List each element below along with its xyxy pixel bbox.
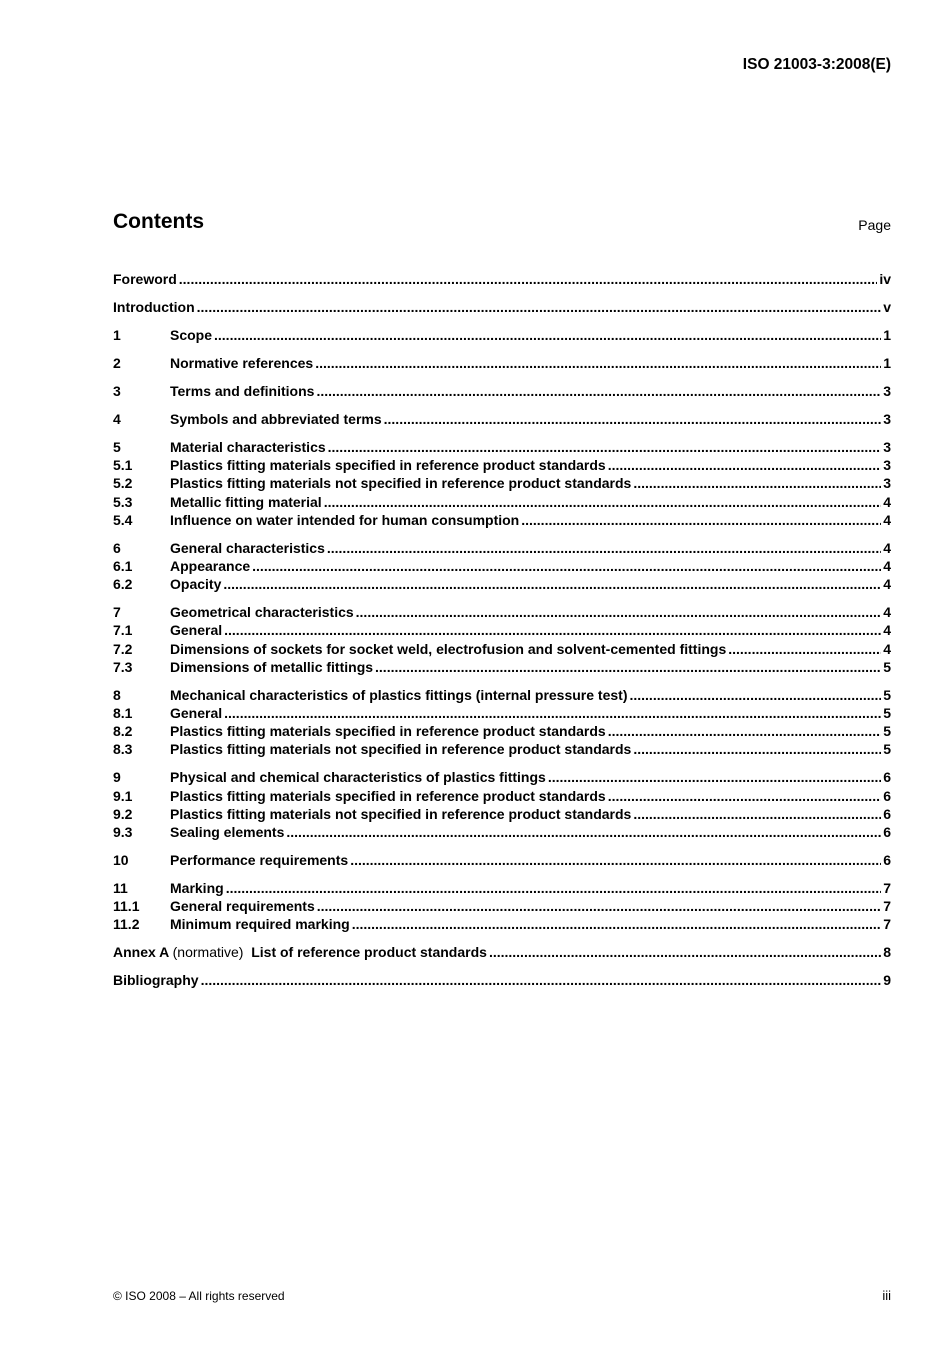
- toc-entry-title: [170, 456, 606, 474]
- dot-leader: [375, 658, 881, 676]
- toc-entry-title: [170, 621, 222, 639]
- dot-leader: [350, 851, 881, 869]
- dot-leader: [226, 879, 882, 897]
- toc-group: [113, 382, 891, 400]
- dot-leader: [608, 787, 882, 805]
- toc-entry-number: 5.3: [113, 493, 133, 510]
- toc-entry-title: [170, 658, 373, 676]
- toc-entry-page: 4: [883, 622, 891, 639]
- dot-leader: [328, 438, 882, 456]
- toc-entry-title-text: Plastics fitting materials not specified in reference product standards: [170, 475, 632, 492]
- toc-entry-title-text: Sealing elements: [170, 824, 285, 841]
- toc-entry-number: 4: [113, 411, 121, 427]
- toc-entry-title-text: General: [170, 622, 223, 639]
- toc-entry-title: [170, 686, 627, 704]
- toc-entry-page: iv: [879, 271, 891, 287]
- toc-entry-page: 5: [883, 741, 891, 758]
- toc-entry-title-text: Marking: [170, 880, 224, 897]
- toc-entry[interactable]: [113, 382, 891, 400]
- toc-entry-number: 7: [113, 604, 121, 621]
- toc-entry-page: 3: [883, 383, 891, 399]
- toc-entry[interactable]: [113, 851, 891, 869]
- toc-entry-page: 7: [883, 880, 891, 897]
- toc-entry[interactable]: [113, 270, 891, 288]
- toc-entry[interactable]: [113, 915, 891, 933]
- toc-entry-number: 3: [113, 383, 121, 399]
- toc-entry-page: 1: [883, 327, 891, 343]
- toc-entry-page: 3: [883, 411, 891, 427]
- toc-entry-title: [113, 298, 195, 316]
- dot-leader: [197, 298, 882, 316]
- toc-entry-number: 11.2: [113, 916, 140, 933]
- toc-entry[interactable]: [113, 897, 891, 915]
- page-number: iii: [882, 1288, 891, 1303]
- toc-entry-title-text: Introduction: [113, 299, 195, 315]
- toc-entry-title-text: Dimensions of metallic fittings: [170, 658, 374, 675]
- toc-entry-number: 8.1: [113, 705, 133, 722]
- toc-group: [113, 410, 891, 428]
- toc-entry-page: 4: [883, 539, 891, 556]
- toc-entry-title-text: Opacity: [170, 576, 222, 593]
- toc-group: [113, 879, 891, 934]
- toc-entry-number: 9.3: [113, 824, 133, 841]
- toc-group: [113, 603, 891, 676]
- toc-entry[interactable]: [113, 493, 891, 511]
- toc-entry-title-text: General: [170, 705, 223, 722]
- toc-entry-title-text: Scope: [170, 327, 213, 343]
- toc-entry-page: 7: [883, 916, 891, 933]
- toc-entry-title: [170, 768, 546, 786]
- toc-entry-qualifier: (normative): [172, 944, 244, 961]
- toc-entry[interactable]: [113, 640, 891, 658]
- toc-entry-title-text: Appearance: [170, 558, 251, 575]
- dot-leader: [179, 270, 878, 288]
- toc-group: [113, 326, 891, 344]
- toc-entry-page: 4: [883, 604, 891, 621]
- toc-entry[interactable]: [113, 410, 891, 428]
- toc-entry[interactable]: [113, 557, 891, 575]
- toc-entry-title-text: Plastics fitting materials specified in reference product standards: [170, 457, 606, 474]
- toc-entry-page: 7: [883, 898, 891, 915]
- toc-entry-title: [170, 915, 350, 933]
- dot-leader: [356, 603, 882, 621]
- toc-entry-title: [170, 438, 326, 456]
- toc-entry-title-text: Dimensions of sockets for socket weld, electrofusion and solvent-cemented fittings: [170, 640, 727, 657]
- toc-entry-title: [170, 787, 606, 805]
- toc-entry-title: [113, 943, 487, 961]
- toc-entry[interactable]: [113, 704, 891, 722]
- toc-entry-title: [170, 805, 631, 823]
- toc-entry[interactable]: [113, 474, 891, 492]
- toc-group: [113, 768, 891, 841]
- toc-entry-page: 1: [883, 355, 891, 371]
- toc-entry-number: 6.2: [113, 576, 133, 593]
- toc-group: [113, 971, 891, 989]
- toc-entry[interactable]: [113, 722, 891, 740]
- toc-entry[interactable]: [113, 787, 891, 805]
- toc-group: [113, 438, 891, 529]
- toc-group: [113, 270, 891, 288]
- dot-leader: [489, 943, 881, 961]
- toc-entry-title: [170, 382, 314, 400]
- copyright-notice: © ISO 2008 – All rights reserved: [113, 1289, 285, 1303]
- dot-leader: [327, 539, 881, 557]
- dot-leader: [224, 704, 881, 722]
- dot-leader: [352, 915, 882, 933]
- dot-leader: [608, 456, 882, 474]
- toc-entry-page: 6: [883, 787, 891, 804]
- toc-entry[interactable]: [113, 354, 891, 372]
- page-column-label: Page: [858, 217, 891, 233]
- dot-leader: [214, 326, 881, 344]
- toc-entry-title-text: Plastics fitting materials specified in reference product standards: [170, 787, 606, 804]
- dot-leader: [384, 410, 882, 428]
- toc-group: [113, 943, 891, 961]
- toc-entry-page: 4: [883, 493, 891, 510]
- dot-leader: [252, 557, 881, 575]
- toc-entry-number: 8.2: [113, 723, 133, 740]
- toc-entry-number: 1: [113, 327, 121, 343]
- toc-entry-title-text: Terms and definitions: [170, 383, 315, 399]
- toc-entry-page: 5: [883, 658, 891, 675]
- toc-entry-title: [170, 879, 224, 897]
- toc-entry-title: [170, 704, 222, 722]
- toc-entry[interactable]: [113, 326, 891, 344]
- toc-entry-page: 3: [883, 457, 891, 474]
- toc-entry-title: [170, 740, 631, 758]
- toc-entry[interactable]: [113, 575, 891, 593]
- toc-entry-page: 4: [883, 576, 891, 593]
- dot-leader: [728, 640, 881, 658]
- dot-leader: [633, 474, 881, 492]
- dot-leader: [633, 805, 881, 823]
- toc-entry-title: [113, 971, 199, 989]
- toc-entry-title-text: Foreword: [113, 271, 177, 287]
- toc-entry-title: [170, 539, 325, 557]
- toc-entry-title-text: Physical and chemical characteristics of plastics fittings: [170, 769, 546, 786]
- toc-entry-title: [170, 575, 221, 593]
- toc-entry[interactable]: [113, 823, 891, 841]
- dot-leader: [521, 511, 881, 529]
- toc-entry[interactable]: [113, 740, 891, 758]
- toc-entry-page: 9: [883, 972, 891, 989]
- toc-entry[interactable]: [113, 511, 891, 529]
- toc-entry-page: v: [883, 299, 891, 315]
- table-of-contents: [113, 270, 891, 999]
- toc-group: [113, 686, 891, 759]
- toc-entry-number: 5.4: [113, 511, 133, 528]
- toc-entry-number: 6.1: [113, 558, 133, 575]
- toc-entry-page: 4: [883, 640, 891, 657]
- toc-entry-number: 2: [113, 355, 121, 371]
- toc-entry-page: 6: [883, 852, 891, 869]
- toc-entry-title: [170, 640, 726, 658]
- dot-leader: [633, 740, 881, 758]
- toc-entry-page: 6: [883, 805, 891, 822]
- toc-entry-title-text: General requirements: [170, 898, 315, 915]
- toc-entry-title: [170, 603, 354, 621]
- toc-entry[interactable]: [113, 603, 891, 621]
- toc-entry-number: 5.2: [113, 475, 133, 492]
- toc-entry-page: 3: [883, 439, 891, 455]
- toc-entry-title-text: Performance requirements: [170, 852, 349, 869]
- toc-entry-title: [170, 410, 382, 428]
- toc-entry-title: [170, 897, 315, 915]
- toc-entry-title: [170, 354, 313, 372]
- toc-entry-page: 4: [883, 558, 891, 575]
- toc-entry-title-text: General characteristics: [170, 539, 325, 556]
- toc-entry-page: 6: [883, 824, 891, 841]
- toc-entry[interactable]: [113, 539, 891, 557]
- toc-entry-title: [170, 557, 250, 575]
- toc-entry-title-text: Normative references: [170, 355, 314, 371]
- toc-entry-number: 6: [113, 539, 121, 556]
- toc-group: [113, 539, 891, 594]
- toc-entry-title-text: Plastics fitting materials specified in reference product standards: [170, 723, 606, 740]
- toc-entry-title-text: Bibliography: [113, 972, 199, 989]
- toc-entry[interactable]: [113, 686, 891, 704]
- toc-entry-title-text: Mechanical characteristics of plastics fittings (internal pressure test): [170, 686, 628, 703]
- toc-entry-page: 5: [883, 705, 891, 722]
- toc-entry-page: 8: [883, 944, 891, 961]
- toc-entry[interactable]: [113, 768, 891, 786]
- document-id: ISO 21003-3:2008(E): [742, 56, 891, 73]
- toc-entry[interactable]: [113, 971, 891, 989]
- toc-entry-number: 11.1: [113, 898, 140, 915]
- toc-entry-number: 10: [113, 852, 129, 869]
- toc-entry-title-text: Influence on water intended for human consumption: [170, 511, 520, 528]
- dot-leader: [548, 768, 881, 786]
- toc-entry-subtitle: List of reference product standards: [251, 944, 487, 961]
- dot-leader: [315, 354, 881, 372]
- toc-entry-title-text: Material characteristics: [170, 439, 326, 455]
- toc-entry[interactable]: [113, 658, 891, 676]
- toc-entry-title-text: Plastics fitting materials not specified in reference product standards: [170, 741, 632, 758]
- toc-group: [113, 354, 891, 372]
- toc-entry[interactable]: [113, 805, 891, 823]
- toc-entry-page: 4: [883, 511, 891, 528]
- dot-leader: [324, 493, 882, 511]
- toc-entry-page: 3: [883, 475, 891, 492]
- toc-entry-number: 5: [113, 439, 121, 455]
- toc-entry-title: [170, 823, 284, 841]
- dot-leader: [286, 823, 881, 841]
- dot-leader: [201, 971, 882, 989]
- toc-entry[interactable]: [113, 456, 891, 474]
- dot-leader: [317, 897, 881, 915]
- dot-leader: [224, 621, 881, 639]
- toc-entry-title: [170, 493, 322, 511]
- toc-entry-title: [170, 722, 606, 740]
- toc-entry-title-text: Annex A: [113, 944, 169, 961]
- toc-group: [113, 851, 891, 869]
- toc-entry-number: 7.2: [113, 640, 133, 657]
- toc-entry-title-text: Symbols and abbreviated terms: [170, 411, 382, 427]
- dot-leader: [629, 686, 881, 704]
- dot-leader: [316, 382, 881, 400]
- toc-entry-page: 5: [883, 686, 891, 703]
- toc-entry[interactable]: [113, 879, 891, 897]
- toc-entry-page: 5: [883, 723, 891, 740]
- toc-entry-number: 7.1: [113, 622, 133, 639]
- toc-entry-title: [170, 326, 212, 344]
- toc-entry[interactable]: [113, 621, 891, 639]
- toc-entry-title: [113, 270, 177, 288]
- toc-entry-title: [170, 851, 348, 869]
- toc-entry[interactable]: [113, 438, 891, 456]
- dot-leader: [223, 575, 881, 593]
- toc-entry-number: 9.2: [113, 805, 133, 822]
- toc-entry-title-text: Geometrical characteristics: [170, 604, 354, 621]
- toc-entry-title-text: Metallic fitting material: [170, 493, 322, 510]
- toc-entry-number: 9.1: [113, 787, 133, 804]
- toc-entry-number: 8.3: [113, 741, 133, 758]
- toc-entry-number: 8: [113, 686, 121, 703]
- toc-group: [113, 298, 891, 316]
- contents-title: Contents: [113, 210, 204, 233]
- toc-entry[interactable]: [113, 298, 891, 316]
- dot-leader: [608, 722, 882, 740]
- toc-entry-number: 9: [113, 769, 121, 786]
- toc-entry[interactable]: [113, 943, 891, 961]
- toc-entry-number: 7.3: [113, 658, 133, 675]
- toc-entry-page: 6: [883, 769, 891, 786]
- toc-entry-title-text: Minimum required marking: [170, 916, 350, 933]
- toc-entry-title: [170, 511, 519, 529]
- toc-entry-number: 11: [113, 880, 128, 897]
- toc-entry-number: 5.1: [113, 457, 133, 474]
- toc-entry-title: [170, 474, 631, 492]
- toc-entry-title-text: Plastics fitting materials not specified in reference product standards: [170, 805, 632, 822]
